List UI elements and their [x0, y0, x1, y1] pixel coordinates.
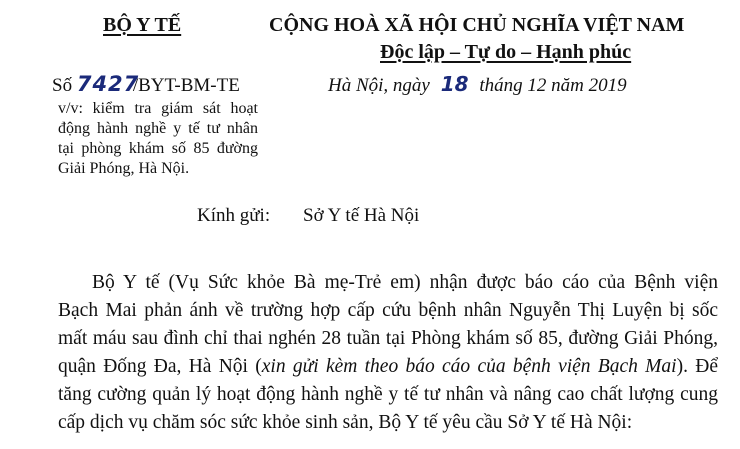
date-day-handwritten: 18	[440, 72, 469, 96]
document-subject	[58, 99, 258, 179]
doc-number-suffix: /BYT-BM-TE	[132, 75, 240, 96]
recipient-name: Sở Y tế Hà Nội	[303, 205, 420, 226]
date-rest: tháng 12 năm 2019	[479, 75, 627, 96]
body-line: mất máu sau đình chỉ thai nghén 28 tuần tại Phòng khám số 85, đường Giải Phóng,	[58, 328, 718, 349]
date-place: Hà Nội, ngày	[328, 75, 430, 96]
body-line	[58, 353, 718, 381]
body-line: tăng cường quản lý hoạt động hành nghề y tế tư nhân và nâng cao chất lượng cung	[58, 384, 718, 405]
ministry-name: BỘ Y TẾ	[103, 14, 182, 36]
document-number	[52, 72, 240, 97]
body-line: Bộ Y tế (Vụ Sức khỏe Bà mẹ-Trẻ em) nhận được báo cáo của Bệnh viện	[92, 272, 718, 293]
place-and-date	[328, 72, 627, 97]
national-motto	[0, 41, 740, 64]
motto-text: Độc lập – Tự do – Hạnh phúc	[380, 41, 632, 63]
doc-number-prefix: Số	[52, 75, 73, 96]
body-line: cấp dịch vụ chăm sóc sức khỏe sinh sản, Bộ Y tế yêu cầu Sở Y tế Hà Nội:	[58, 412, 633, 433]
body-line: Bạch Mai phản ánh về trường hợp cấp cứu bệnh nhân Nguyễn Thị Luyện bị sốc	[58, 300, 718, 321]
subject-line: Giải Phóng, Hà Nội.	[58, 160, 190, 177]
body-italic-reference: xin gửi kèm theo báo cáo của bệnh viện Bạch Mai	[261, 356, 677, 377]
subject-line: tại phòng khám số 85 đường	[58, 140, 258, 157]
nation-title: CỘNG HOÀ XÃ HỘI CHỦ NGHĨA VIỆT NAM	[269, 14, 685, 36]
letter-body	[58, 269, 718, 437]
recipient-label: Kính gửi:	[197, 205, 271, 226]
subject-line: v/v: kiểm tra giám sát hoạt	[58, 100, 258, 117]
doc-number-handwritten: 7427	[76, 72, 140, 96]
subject-line: động hành nghề y tế tư nhân	[58, 120, 258, 137]
body-text-segment: ). Để	[676, 356, 718, 377]
body-text-segment: quận Đống Đa, Hà Nội (	[58, 356, 262, 377]
